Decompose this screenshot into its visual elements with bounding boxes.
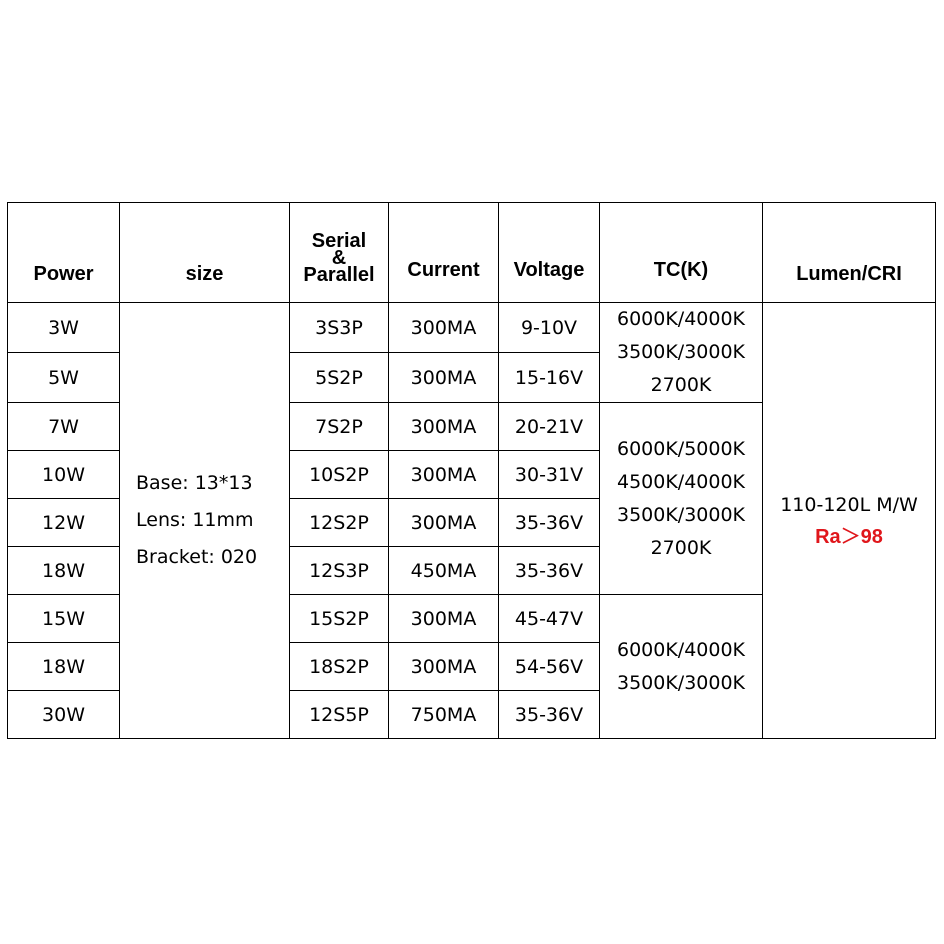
current-cell: 750MA <box>389 691 499 739</box>
serial-cell: 18S2P <box>290 643 389 691</box>
serial-cell: 3S3P <box>290 303 389 353</box>
power-cell: 10W <box>8 451 120 499</box>
current-cell: 300MA <box>389 451 499 499</box>
serial-cell: 12S5P <box>290 691 389 739</box>
power-cell: 7W <box>8 403 120 451</box>
voltage-cell: 30-31V <box>499 451 600 499</box>
power-cell: 12W <box>8 499 120 547</box>
power-cell: 3W <box>8 303 120 353</box>
tc-line: 2700K <box>650 536 712 559</box>
current-cell: 300MA <box>389 353 499 403</box>
tc-line: 3500K/3000K <box>616 671 746 694</box>
serial-cell: 7S2P <box>290 403 389 451</box>
tc-line: 3500K/3000K <box>616 341 746 363</box>
header-serial-line3: Parallel <box>303 264 375 286</box>
power-cell: 5W <box>8 353 120 403</box>
table-row <box>8 303 936 353</box>
voltage-cell: 35-36V <box>499 499 600 547</box>
voltage-cell: 15-16V <box>499 353 600 403</box>
spec-table <box>7 202 936 739</box>
header-voltage: Voltage <box>499 203 600 303</box>
current-cell: 300MA <box>389 595 499 643</box>
size-base: Base: 13*13 <box>136 472 253 494</box>
tc-group-3 <box>600 595 763 739</box>
serial-cell: 12S2P <box>290 499 389 547</box>
serial-cell: 15S2P <box>290 595 389 643</box>
power-cell: 15W <box>8 595 120 643</box>
header-size: size <box>120 203 290 303</box>
size-lens: Lens: 11mm <box>136 509 254 531</box>
serial-cell: 10S2P <box>290 451 389 499</box>
tc-line: 6000K/4000K <box>616 308 746 330</box>
header-tc: TC(K) <box>600 203 763 303</box>
power-cell: 18W <box>8 547 120 595</box>
power-cell: 30W <box>8 691 120 739</box>
tc-line: 4500K/4000K <box>616 470 746 493</box>
tc-group-1 <box>600 303 763 403</box>
voltage-cell: 20-21V <box>499 403 600 451</box>
current-cell: 300MA <box>389 643 499 691</box>
size-bracket: Bracket: 020 <box>136 546 258 568</box>
current-cell: 450MA <box>389 547 499 595</box>
current-cell: 300MA <box>389 303 499 353</box>
tc-line: 6000K/4000K <box>616 638 746 661</box>
header-serial-line1: Serial <box>311 230 367 252</box>
voltage-cell: 9-10V <box>499 303 600 353</box>
header-lumen: Lumen/CRI <box>763 203 936 303</box>
header-row <box>8 203 936 303</box>
cri-value: Ra＞98 <box>815 526 883 548</box>
tc-line: 2700K <box>650 374 712 396</box>
current-cell: 300MA <box>389 499 499 547</box>
tc-line: 3500K/3000K <box>616 503 746 526</box>
serial-cell: 5S2P <box>290 353 389 403</box>
tc-group-2 <box>600 403 763 595</box>
serial-cell: 12S3P <box>290 547 389 595</box>
current-cell: 300MA <box>389 403 499 451</box>
power-cell: 18W <box>8 643 120 691</box>
header-serial-parallel <box>290 203 389 303</box>
voltage-cell: 54-56V <box>499 643 600 691</box>
header-power: Power <box>8 203 120 303</box>
voltage-cell: 35-36V <box>499 547 600 595</box>
voltage-cell: 45-47V <box>499 595 600 643</box>
size-cell <box>120 303 290 739</box>
tc-line: 6000K/5000K <box>616 437 746 460</box>
lumen-cri-cell <box>763 303 936 739</box>
header-current: Current <box>389 203 499 303</box>
voltage-cell: 35-36V <box>499 691 600 739</box>
lumen-efficacy: 110-120L M/W <box>780 494 918 516</box>
header-serial-line2: & <box>331 247 347 269</box>
